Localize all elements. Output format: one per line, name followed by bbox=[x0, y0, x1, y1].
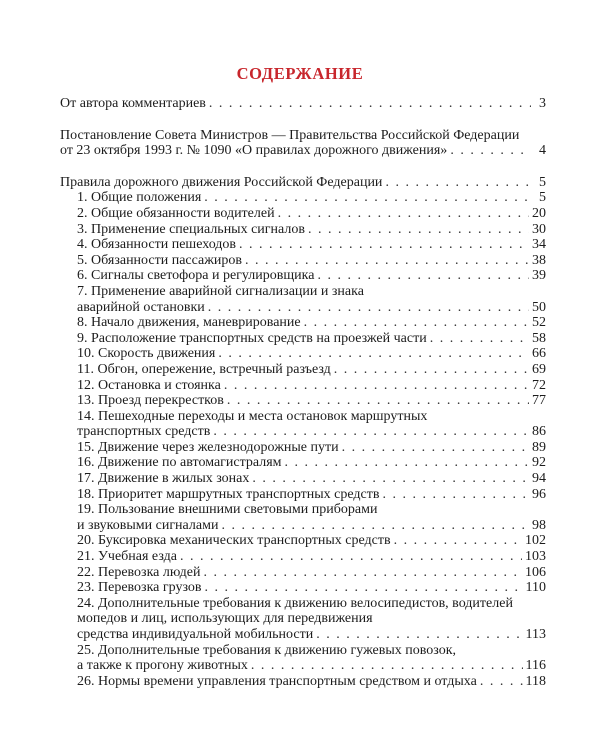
toc-entry-title: 9. Расположение транспортных средств на проезжей части bbox=[77, 330, 427, 346]
dot-leader bbox=[213, 424, 529, 440]
toc-entry-title: 8. Начало движения, маневрирование bbox=[77, 315, 301, 331]
toc-page-number: 86 bbox=[532, 424, 546, 440]
toc-entry-title-line1: 7. Применение аварийной сигнализации и знака bbox=[77, 283, 364, 299]
toc-entry-section-3 bbox=[60, 222, 546, 238]
toc-page-number: 118 bbox=[525, 673, 546, 689]
toc-page-number: 58 bbox=[532, 330, 546, 346]
toc-entry-title: 1. Общие положения bbox=[77, 190, 202, 206]
toc-page-number: 5 bbox=[539, 190, 546, 206]
dot-leader bbox=[209, 96, 531, 112]
toc-entry-section-22 bbox=[60, 565, 546, 581]
dot-leader bbox=[317, 268, 529, 284]
toc-entry-section-6 bbox=[60, 268, 546, 284]
toc-entry-section-24 bbox=[60, 596, 546, 643]
toc-page-number: 98 bbox=[532, 517, 546, 533]
dot-leader bbox=[304, 315, 529, 331]
toc-entry-title: и звуковыми сигналами bbox=[77, 517, 219, 533]
toc-entry-title: от 23 октября 1993 г. № 1090 «О правилах дорожного движения» bbox=[60, 143, 448, 159]
toc-entry-section-25 bbox=[60, 643, 546, 674]
toc-entry-section-21 bbox=[60, 549, 546, 565]
toc-entry-title: а также к прогону животных bbox=[77, 658, 248, 674]
toc-entry-title: средства индивидуальной мобильности bbox=[77, 627, 314, 642]
dot-leader bbox=[251, 658, 523, 674]
dot-leader bbox=[252, 471, 529, 487]
toc-page-number: 94 bbox=[532, 471, 546, 487]
table-of-contents bbox=[60, 96, 546, 689]
toc-entry-title: 21. Учебная езда bbox=[77, 549, 177, 565]
toc-entry-title: 16. Движение по автомагистралям bbox=[77, 455, 282, 471]
dot-leader bbox=[394, 533, 522, 549]
toc-entry-title: 6. Сигналы светофора и регулировщика bbox=[77, 268, 315, 284]
toc-page-number: 20 bbox=[532, 205, 546, 221]
toc-entry-title: 23. Перевозка грузов bbox=[77, 580, 202, 596]
toc-entry-section-16 bbox=[60, 455, 546, 471]
toc-entry-title: 26. Нормы времени управления транспортным средством и отдыха bbox=[77, 673, 477, 689]
dot-leader bbox=[382, 487, 529, 503]
toc-page-number: 52 bbox=[532, 315, 546, 331]
dot-leader bbox=[208, 300, 529, 316]
dot-leader bbox=[278, 206, 529, 222]
toc-entry-title: 2. Общие обязанности водителей bbox=[77, 205, 275, 221]
toc-entry-title: 13. Проезд перекрестков bbox=[77, 393, 224, 409]
toc-entry-section-2 bbox=[60, 206, 546, 222]
dot-leader bbox=[285, 455, 529, 471]
toc-page-number: 96 bbox=[532, 486, 546, 502]
toc-entry-section-23 bbox=[60, 580, 546, 596]
toc-page-number: 66 bbox=[532, 346, 546, 362]
dot-leader bbox=[308, 222, 529, 238]
toc-entry-section-7 bbox=[60, 284, 546, 315]
toc-entry-title: 12. Остановка и стоянка bbox=[77, 377, 221, 393]
toc-entry-title-line1: Постановление Совета Министров — Правительства Российской Федерации bbox=[60, 127, 520, 143]
dot-leader bbox=[450, 143, 531, 159]
toc-page-number: 39 bbox=[532, 268, 546, 284]
dot-leader bbox=[430, 331, 529, 347]
toc-entry-section-1 bbox=[60, 190, 546, 206]
dot-leader bbox=[342, 440, 529, 456]
toc-page-number: 5 bbox=[539, 174, 546, 190]
toc-entry-title: 17. Движение в жилых зонах bbox=[77, 471, 250, 487]
dot-leader bbox=[205, 580, 523, 596]
toc-page-number: 106 bbox=[525, 564, 546, 580]
toc-page-number: 92 bbox=[532, 455, 546, 471]
toc-entry-section-4 bbox=[60, 237, 546, 253]
toc-entry-section-20 bbox=[60, 533, 546, 549]
toc-page-number: 72 bbox=[532, 377, 546, 393]
toc-entry-section-17 bbox=[60, 471, 546, 487]
dot-leader bbox=[334, 362, 529, 378]
toc-entry-title-line1: 14. Пешеходные переходы и места остановок маршрутных bbox=[77, 408, 428, 424]
toc-page-number: 110 bbox=[525, 580, 546, 596]
dot-leader bbox=[204, 190, 531, 206]
dot-leader bbox=[480, 674, 523, 690]
toc-page-number: 4 bbox=[539, 143, 546, 159]
toc-entry-title: Правила дорожного движения Российской Федерации bbox=[60, 174, 383, 190]
toc-page-number: 69 bbox=[532, 361, 546, 377]
dot-leader bbox=[245, 253, 529, 269]
toc-entry-title: 11. Обгон, опережение, встречный разъезд bbox=[77, 361, 331, 377]
dot-leader bbox=[316, 627, 522, 643]
toc-entry-resolution bbox=[60, 128, 546, 159]
toc-page-number: 38 bbox=[532, 252, 546, 268]
toc-entry-title: 3. Применение специальных сигналов bbox=[77, 221, 305, 237]
toc-page-number: 3 bbox=[539, 96, 546, 111]
toc-entry-section-12 bbox=[60, 378, 546, 394]
dot-leader bbox=[385, 175, 531, 191]
toc-entry-title: От автора комментариев bbox=[60, 96, 206, 111]
toc-entry-title: 10. Скорость движения bbox=[77, 346, 216, 362]
toc-page-number: 77 bbox=[532, 393, 546, 409]
toc-entry-title-line1: 19. Пользование внешними световыми приборами bbox=[77, 502, 378, 518]
toc-entry-title: 20. Буксировка механических транспортных средств bbox=[77, 533, 391, 549]
toc-entry-title: 22. Перевозка людей bbox=[77, 564, 201, 580]
toc-entry-section-5 bbox=[60, 253, 546, 269]
dot-leader bbox=[227, 393, 529, 409]
toc-page-number: 30 bbox=[532, 221, 546, 237]
toc-entry-section-15 bbox=[60, 440, 546, 456]
toc-entry-section-26 bbox=[60, 674, 546, 690]
toc-entry-section-11 bbox=[60, 362, 546, 378]
toc-entry-section-8 bbox=[60, 315, 546, 331]
toc-entry-section-14 bbox=[60, 409, 546, 440]
toc-page-number: 103 bbox=[525, 549, 546, 565]
toc-entry-section-18 bbox=[60, 487, 546, 503]
dot-leader bbox=[239, 237, 529, 253]
toc-entry-section-13 bbox=[60, 393, 546, 409]
toc-entry-section-10 bbox=[60, 346, 546, 362]
toc-entry-section-9 bbox=[60, 331, 546, 347]
page-title: СОДЕРЖАНИЕ bbox=[236, 64, 364, 83]
toc-page-number: 34 bbox=[532, 237, 546, 253]
toc-entry-author-comments bbox=[60, 96, 546, 112]
toc-entry-section-19 bbox=[60, 502, 546, 533]
toc-page-number: 50 bbox=[532, 299, 546, 315]
toc-entry-traffic-rules bbox=[60, 175, 546, 191]
toc-entry-title-line1: 25. Дополнительные требования к движению гужевых повозок, bbox=[77, 642, 457, 658]
toc-page-number: 116 bbox=[525, 658, 546, 674]
dot-leader bbox=[180, 549, 522, 565]
toc-page-number: 113 bbox=[525, 627, 546, 642]
toc-page-number: 102 bbox=[525, 533, 546, 549]
toc-entry-title: аварийной остановки bbox=[77, 299, 205, 315]
toc-entry-title-lines: 24. Дополнительные требования к движению велосипедистов, водителей мопедов и лиц, использующих для передвижения bbox=[77, 595, 513, 627]
dot-leader bbox=[221, 518, 529, 534]
dot-leader bbox=[218, 346, 529, 362]
toc-entry-title: транспортных средств bbox=[77, 424, 211, 440]
dot-leader bbox=[203, 565, 522, 581]
toc-entry-title: 15. Движение через железнодорожные пути bbox=[77, 439, 339, 455]
toc-entry-title: 4. Обязанности пешеходов bbox=[77, 237, 237, 253]
toc-entry-title: 18. Приоритет маршрутных транспортных средств bbox=[77, 486, 380, 502]
toc-entry-title: 5. Обязанности пассажиров bbox=[77, 252, 243, 268]
dot-leader bbox=[224, 378, 529, 394]
toc-page-number: 89 bbox=[532, 439, 546, 455]
